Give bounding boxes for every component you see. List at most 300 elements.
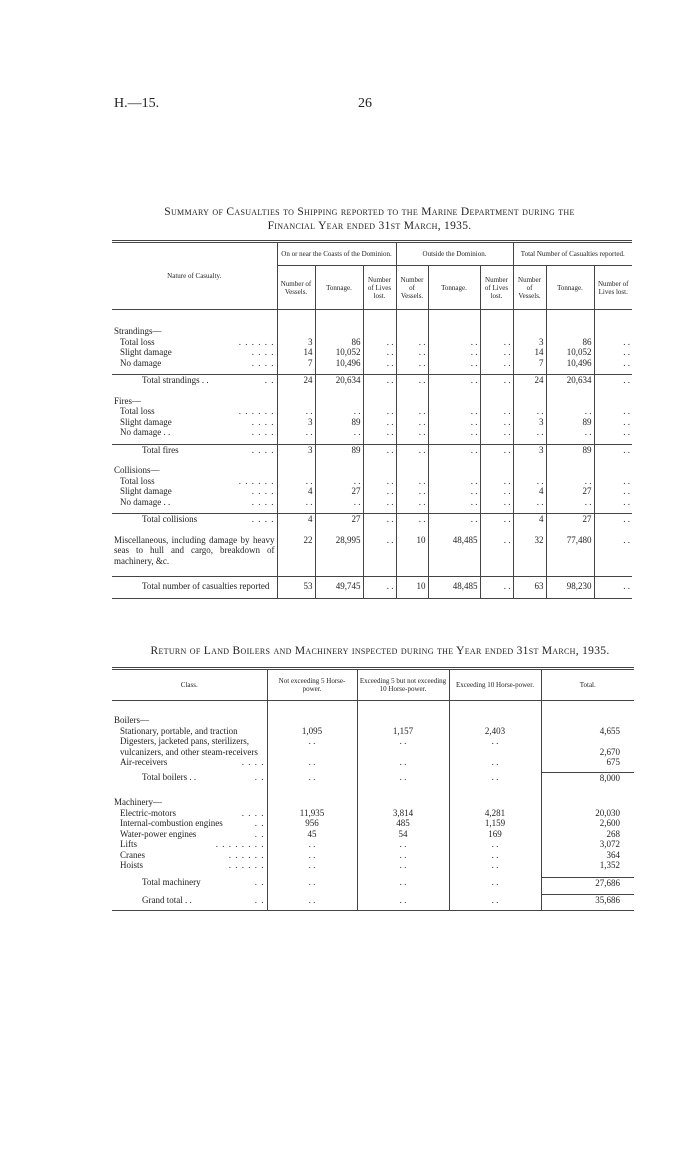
col-tonnage-3: Tonnage. (546, 266, 594, 310)
row-value: . . (267, 850, 357, 861)
spacer-cell (513, 525, 546, 535)
spacer-cell (428, 386, 480, 396)
spacer-row (112, 783, 634, 797)
row-value: . . (449, 877, 541, 888)
row-value: 53 (277, 577, 315, 599)
row-value: . . (428, 347, 480, 358)
row-label-text: Hoists (120, 860, 144, 870)
row-value: 11,935 (267, 808, 357, 819)
row-value (315, 326, 363, 337)
row-value: . . (396, 486, 428, 497)
row-value: . . (449, 895, 541, 906)
spacer-cell (428, 525, 480, 535)
row-value: . . (315, 497, 363, 508)
col-not-exceeding-5: Not exceeding 5 Horse-power. (267, 669, 357, 701)
table-row (112, 417, 632, 428)
row-value: . . (480, 337, 513, 348)
spacer-cell (277, 455, 315, 465)
row-value: . . (449, 757, 541, 768)
spacer-cell (112, 906, 267, 911)
row-value: . . (363, 375, 396, 386)
col-tonnage-2: Tonnage. (428, 266, 480, 310)
row-label-text: Slight damage (120, 486, 172, 496)
row-label (112, 427, 277, 438)
row-value: . . (396, 444, 428, 455)
row-value: 10 (396, 535, 428, 567)
row-value: 2,600 (599, 818, 620, 828)
row-value: . . (623, 406, 630, 416)
spacer-cell (541, 783, 634, 797)
row-value: . . (449, 772, 541, 783)
row-value: . . (277, 406, 315, 417)
row-value: . . (623, 336, 630, 347)
spacer-row (112, 906, 634, 911)
row-value (513, 326, 546, 337)
row-label-text: Grand total . . (142, 894, 192, 905)
spacer-cell (594, 525, 632, 535)
row-value: . . (449, 860, 541, 871)
table-row (112, 839, 634, 850)
row-value: . . (428, 514, 480, 525)
spacer-cell (396, 566, 428, 577)
row-value (546, 465, 594, 476)
spacer-row (112, 310, 632, 327)
row-value: 4 (277, 514, 315, 525)
spacer-row (112, 386, 632, 396)
row-value: . . (449, 736, 541, 757)
row-leader-dots: . . . . . . . . (215, 839, 265, 849)
row-label (112, 396, 277, 407)
spacer-cell (357, 701, 449, 716)
table-row (112, 486, 632, 497)
spacer-cell (513, 566, 546, 577)
row-value: 27,686 (541, 877, 634, 888)
row-label-text: Total strandings . . (142, 375, 209, 385)
row-value: 86 (546, 337, 594, 348)
grand-total-row (112, 577, 632, 599)
spacer-cell (315, 386, 363, 396)
row-leader-dots: . . . . (241, 757, 265, 767)
row-value (541, 715, 634, 726)
row-value: . . (480, 514, 513, 525)
row-value (546, 326, 594, 337)
row-value: . . (623, 475, 630, 486)
row-value: . . (480, 358, 513, 369)
row-value: . . (428, 427, 480, 438)
row-label (112, 860, 267, 871)
row-value: . . (277, 476, 315, 487)
row-value: 22 (277, 535, 315, 567)
row-label (112, 444, 277, 455)
row-label-text: Total boilers . . (142, 772, 197, 782)
row-value: . . (396, 375, 428, 386)
spacer-cell (546, 310, 594, 327)
row-value: 27 (546, 486, 594, 497)
row-value: . . (546, 427, 594, 438)
row-label-text: Lifts (120, 839, 137, 849)
spacer-row (112, 455, 632, 465)
row-value: 89 (546, 417, 594, 428)
spacer-cell (480, 566, 513, 577)
spacer-cell (449, 906, 541, 911)
row-leader-dots: . . (254, 828, 265, 839)
spacer-cell (480, 455, 513, 465)
row-value (594, 396, 632, 407)
spacer-cell (112, 386, 277, 396)
row-value: . . (363, 514, 396, 525)
row-value: 1,095 (267, 726, 357, 737)
row-value: . . (267, 877, 357, 888)
row-label-text: Total loss (120, 336, 155, 347)
row-value: . . (396, 514, 428, 525)
col-lives-3: Number of Lives lost. (594, 266, 632, 310)
row-value: . . (480, 417, 513, 428)
page-header-ref: H.—15. (114, 96, 160, 111)
row-value: 89 (546, 444, 594, 455)
row-value: . . (357, 839, 449, 850)
spacer-cell (112, 525, 277, 535)
group-heading (112, 396, 632, 407)
row-value: . . (396, 337, 428, 348)
row-value (428, 396, 480, 407)
spacer-cell (315, 455, 363, 465)
row-value: . . (513, 476, 546, 487)
row-value: . . (396, 358, 428, 369)
spacer-cell (428, 566, 480, 577)
row-value: . . (513, 427, 546, 438)
row-label (112, 895, 267, 906)
row-value: . . (623, 444, 630, 455)
row-value: . . (363, 406, 396, 417)
row-value: . . (480, 444, 513, 455)
spacer-cell (277, 386, 315, 396)
row-label (112, 736, 267, 757)
row-value: 3,814 (357, 808, 449, 819)
boilers-table (112, 667, 634, 911)
row-value: . . (315, 476, 363, 487)
row-value: . . (623, 427, 630, 437)
row-label (112, 347, 277, 358)
col-total: Total. (579, 681, 596, 689)
row-value: 3 (513, 337, 546, 348)
row-value: . . (396, 427, 428, 438)
row-leader-dots: . . . . (251, 486, 275, 496)
row-value (315, 465, 363, 476)
group-heading (112, 465, 632, 476)
row-value: 7 (277, 358, 315, 369)
row-value (357, 797, 449, 808)
row-value: 28,995 (315, 535, 363, 567)
col-exceeding-10: Exceeding 10 Horse-power. (449, 669, 541, 701)
row-value: . . (363, 337, 396, 348)
row-value: . . (357, 895, 449, 906)
row-value (546, 396, 594, 407)
row-label-text: Fires— (114, 395, 141, 406)
col-vessels-1: Number of Vessels. (277, 266, 315, 310)
row-label (112, 715, 267, 726)
row-value: . . (480, 476, 513, 487)
row-value: 3 (513, 444, 546, 455)
row-value (267, 715, 357, 726)
page-number: 26 (358, 96, 372, 111)
spacer-cell (277, 566, 315, 577)
row-value: . . (363, 577, 396, 599)
row-value: . . (623, 357, 630, 368)
col-5-to-10: Exceeding 5 but not exceeding 10 Horse-power. (357, 669, 449, 701)
casualties-title (112, 205, 627, 233)
spacer-cell (363, 566, 396, 577)
casualties-title-line1: Summary of Casualties to Shipping reported to the Marine Department during the (164, 206, 575, 218)
row-value: . . (480, 497, 513, 508)
machinery-heading (112, 797, 634, 808)
row-leader-dots: . . . . (251, 427, 275, 437)
row-value: . . (623, 375, 630, 385)
row-value: . . (428, 486, 480, 497)
row-leader-dots: . . . . (251, 357, 275, 368)
row-leader-dots: . . . . (251, 416, 275, 427)
row-value (277, 396, 315, 407)
row-label-text: Digesters, jacketed pans, sterilizers, vulcanizers, and other steam-receivers (120, 736, 258, 757)
row-value: 20,030 (595, 807, 620, 818)
row-value: 956 (267, 818, 357, 829)
col-vessels-3: Number of Vessels. (513, 266, 546, 310)
row-value: . . (363, 497, 396, 508)
spacer-cell (594, 310, 632, 327)
row-label-text: Cranes (120, 849, 145, 860)
row-value: . . (357, 860, 449, 871)
spacer-cell (267, 783, 357, 797)
row-value: . . (428, 406, 480, 417)
misc-row (112, 535, 632, 567)
row-value: . . (449, 850, 541, 861)
row-value: . . (267, 839, 357, 850)
row-value (480, 396, 513, 407)
row-label (112, 797, 267, 808)
row-value: . . (546, 406, 594, 417)
spacer-cell (541, 906, 634, 911)
row-value: 14 (513, 347, 546, 358)
row-value: 27 (546, 514, 594, 525)
row-value (480, 465, 513, 476)
spacer-cell (428, 455, 480, 465)
group-total-row (112, 444, 632, 455)
row-value: . . (428, 476, 480, 487)
table-row (112, 337, 632, 348)
row-value (363, 326, 396, 337)
row-value: 4 (277, 486, 315, 497)
row-label-text: Water-power engines (120, 828, 197, 839)
row-value: 89 (315, 444, 363, 455)
row-label (112, 486, 277, 497)
col-group-outside: Outside the Dominion. (396, 242, 513, 266)
row-value: 2,670 (599, 746, 620, 757)
row-value: . . (428, 497, 480, 508)
table-row (112, 829, 634, 840)
row-value: 2,403 (449, 726, 541, 737)
row-value: . . (623, 486, 630, 496)
row-leader-dots: . . . . (251, 496, 275, 507)
spacer-cell (315, 310, 363, 327)
row-value: 54 (357, 829, 449, 840)
spacer-row (112, 566, 632, 577)
row-value: 45 (267, 829, 357, 840)
row-value: 485 (357, 818, 449, 829)
spacer-cell (513, 310, 546, 327)
row-label (112, 406, 277, 417)
row-value: 1,159 (449, 818, 541, 829)
row-label-text: Total loss (120, 406, 155, 416)
row-leader-dots: . . . . (251, 444, 275, 455)
spacer-cell (363, 310, 396, 327)
table-row (112, 358, 632, 369)
spacer-cell (594, 455, 632, 465)
row-label (112, 358, 277, 369)
row-value: 27 (315, 486, 363, 497)
row-label (112, 772, 267, 783)
table-row (112, 427, 632, 438)
row-value: . . (428, 417, 480, 428)
row-value (267, 797, 357, 808)
row-leader-dots: . . . . (251, 347, 275, 357)
col-vessels-2: Number of Vessels. (396, 266, 428, 310)
spacer-cell (449, 701, 541, 716)
spacer-cell (267, 701, 357, 716)
spacer-cell (112, 455, 277, 465)
col-class: Class. (112, 669, 267, 701)
row-label (112, 850, 267, 861)
row-value: . . (267, 736, 357, 757)
row-value (428, 326, 480, 337)
row-label-text: Machinery— (114, 797, 162, 807)
row-label-text: No damage . . (120, 427, 171, 437)
row-value: 86 (315, 337, 363, 348)
row-label-text: Collisions— (114, 465, 160, 475)
grand-total-label: Total number of casualties reported (112, 577, 277, 599)
row-value (594, 326, 632, 337)
row-value: 20,634 (546, 375, 594, 386)
row-value (449, 715, 541, 726)
spacer-cell (396, 455, 428, 465)
spacer-cell (546, 455, 594, 465)
row-label-text: Air-receivers (120, 757, 168, 767)
row-value: 3 (277, 444, 315, 455)
row-label (112, 465, 277, 476)
row-value: . . (480, 375, 513, 386)
spacer-cell (480, 386, 513, 396)
spacer-cell (277, 310, 315, 327)
table-row (112, 757, 634, 768)
row-value: . . (623, 514, 630, 524)
row-value: 1,157 (357, 726, 449, 737)
row-value: . . (396, 406, 428, 417)
row-leader-dots: . . (254, 877, 265, 887)
row-value: 10 (396, 577, 428, 599)
row-value: . . (357, 772, 449, 783)
row-label-text: Total machinery (142, 877, 201, 887)
spacer-cell (396, 310, 428, 327)
row-label (112, 375, 277, 386)
spacer-cell (315, 566, 363, 577)
spacer-cell (546, 386, 594, 396)
spacer-cell (513, 455, 546, 465)
spacer-cell (513, 386, 546, 396)
row-value: . . (480, 406, 513, 417)
row-leader-dots: . . . . . . (238, 336, 275, 347)
row-value: . . (480, 577, 513, 599)
row-value: . . (449, 839, 541, 850)
table-row (112, 850, 634, 861)
row-value: . . (480, 347, 513, 358)
total-machinery-row (112, 877, 634, 888)
table-row (112, 818, 634, 829)
row-leader-dots: . . (254, 894, 265, 905)
row-value: 10,052 (546, 347, 594, 358)
row-label-text: Internal-combustion engines (120, 818, 223, 828)
row-value: 3 (277, 337, 315, 348)
row-value: 77,480 (546, 535, 594, 567)
spacer-cell (267, 906, 357, 911)
row-leader-dots: . . (254, 818, 265, 828)
row-value (277, 465, 315, 476)
row-value: 49,745 (315, 577, 363, 599)
row-label (112, 877, 267, 888)
spacer-row (112, 525, 632, 535)
row-label (112, 476, 277, 487)
row-label (112, 839, 267, 850)
casualties-title-line2: Financial Year ended 31st March, 1935. (267, 220, 472, 232)
row-value (315, 396, 363, 407)
spacer-cell (396, 386, 428, 396)
col-group-coasts: On or near the Coasts of the Dominion. (277, 242, 396, 266)
row-label-text: No damage . . (120, 496, 171, 507)
row-value: . . (480, 486, 513, 497)
row-value: 4,655 (599, 725, 620, 736)
row-value: . . (623, 416, 630, 427)
row-leader-dots: . . . . . . (228, 849, 265, 860)
table-row (112, 808, 634, 819)
group-total-row (112, 514, 632, 525)
row-value: . . (546, 476, 594, 487)
boilers-heading (112, 715, 634, 726)
spacer-cell (363, 525, 396, 535)
row-value: 3 (513, 417, 546, 428)
row-value: . . (396, 347, 428, 358)
row-value: . . (363, 427, 396, 438)
row-label-text: Strandings— (114, 326, 162, 336)
row-value: . . (363, 444, 396, 455)
row-value: 4,281 (449, 808, 541, 819)
row-value: . . (480, 427, 513, 438)
row-value: . . (267, 772, 357, 783)
row-value: 169 (449, 829, 541, 840)
row-value: 4 (513, 486, 546, 497)
row-label (112, 829, 267, 840)
row-label (112, 514, 277, 525)
row-label-text: Boilers— (114, 715, 149, 725)
spacer-cell (480, 525, 513, 535)
table-row (112, 736, 634, 757)
row-value (594, 465, 632, 476)
row-value: . . (396, 497, 428, 508)
row-value: 24 (513, 375, 546, 386)
table-row (112, 476, 632, 487)
table-row (112, 726, 634, 737)
row-value: . . (480, 535, 513, 567)
group-heading (112, 326, 632, 337)
group-total-row (112, 375, 632, 386)
row-label-text: Stationary, portable, and traction (120, 725, 238, 736)
row-value: 32 (513, 535, 546, 567)
